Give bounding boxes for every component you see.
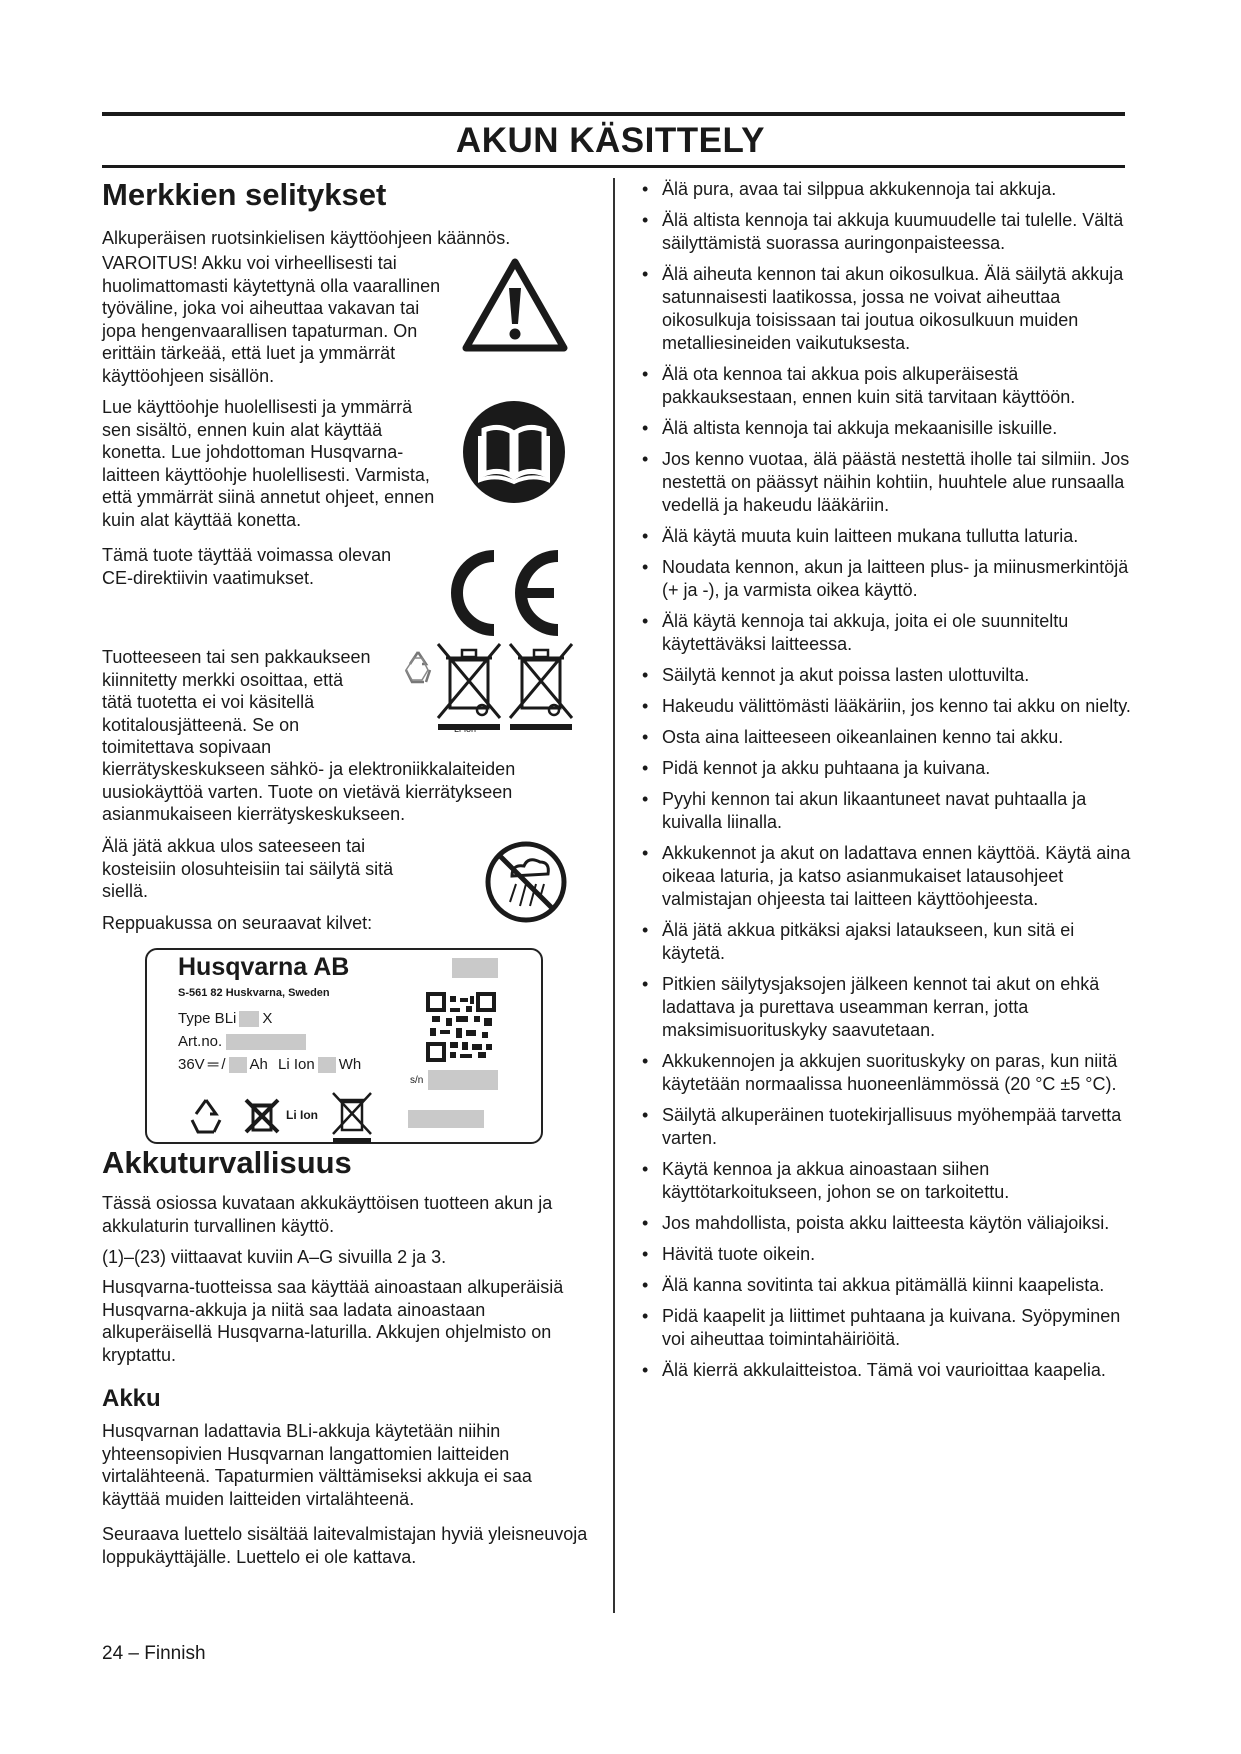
plate-recycle-icon	[186, 1096, 226, 1136]
paragraph-general-advice: Seuraava luettelo sisältää laitevalmistajan hyviä yleisneuvoja loppukäyttäjälle. Luettelo ei ole kattava.	[102, 1524, 588, 1567]
redacted-box	[428, 1070, 498, 1090]
redacted-box	[408, 1110, 484, 1128]
warning-triangle-icon	[462, 258, 568, 354]
bullet-item: • Älä käytä muuta kuin laitteen mukana tullutta laturia.	[632, 525, 1132, 548]
subsection-title-battery: Akku	[102, 1385, 161, 1412]
page-title: AKUN KÄSITTELY	[455, 121, 765, 160]
section-title-battery-safety: Akkuturvallisuus	[102, 1145, 352, 1180]
bullet-item: • Noudata kennon, akun ja laitteen plus- ja miinusmerkintöjä (+ ja -), ja varmista oikea käyttö.	[632, 556, 1132, 602]
bullet-item: • Älä altista kennoja tai akkuja kuumuudelle tai tulelle. Vältä säilyttämistä suorassa auringonpaisteessa.	[632, 209, 1132, 255]
header-rule-bottom	[102, 165, 1125, 168]
bullet-item: • Pyyhi kennon tai akun likaantuneet navat puhtaalla ja kuivalla liinalla.	[632, 788, 1132, 834]
bullet-item: • Älä altista kennoja tai akkuja mekaanisille iskuille.	[632, 417, 1132, 440]
bullet-item: • Säilytä kennot ja akut poissa lasten ulottuvilta.	[632, 664, 1132, 687]
bullet-item: • Älä aiheuta kennon tai akun oikosulkua. Älä säilytä akkuja satunnaisesti laatikossa, jossa ne voivat aiheuttaa oikosulkuja toisissaan tai joutua oikosulkuun muiden metalliesineiden vaikutuksesta.	[632, 263, 1132, 355]
header-rule-top	[102, 112, 1125, 116]
safety-bullet-list	[632, 178, 1132, 1390]
paragraph-weee-a: Tuotteeseen tai sen pakkaukseen kiinnitetty merkki osoittaa, että tätä tuotetta ei voi käsitellä kotitalousjätteenä. Se on toimitettava sopivaan	[102, 647, 371, 757]
bullet-item: • Hakeudu välittömästi lääkäriin, jos kenno tai akku on nielty.	[632, 695, 1132, 718]
bullet-item: • Pidä kennot ja akku puhtaana ja kuivana.	[632, 757, 1132, 780]
plate-artno-label: Art.no.	[178, 1033, 223, 1050]
bullet-item: • Älä jätä akkua pitkäksi ajaksi lataukseen, kun sitä ei käytetä.	[632, 919, 1132, 965]
paragraph-original-batteries: Husqvarna-tuotteissa saa käyttää ainoastaan alkuperäisiä Husqvarna-akkuja ja niitä saa ladata ainoastaan alkuperäisellä Husqvarna-laturilla. Akkujen ohjelmisto on kryptattu.	[102, 1277, 564, 1365]
redacted-box	[239, 1011, 259, 1027]
paragraph-ce: Tämä tuote täyttää voimassa olevan CE-direktiivin vaatimukset.	[102, 545, 392, 588]
plate-crossed-bin-icon-2	[330, 1090, 374, 1144]
plate-wh: Wh	[338, 1056, 362, 1073]
section-title-symbols: Merkkien selitykset	[102, 177, 387, 212]
redacted-box	[318, 1057, 336, 1073]
bullet-item: • Osta aina laitteeseen oikeanlainen kenno tai akku.	[632, 726, 1132, 749]
paragraph-original-translation: Alkuperäisen ruotsinkielisen käyttöohjeen käännös.	[102, 228, 511, 248]
paragraph-bli-batteries: Husqvarnan ladattavia BLi-akkuja käytetään niihin yhteensopivien Husqvarnan langattomien laitteiden virtalähteenä. Tapaturmien välttämiseksi akkuja ei saa käyttää muiden laitteiden virtalähteenä.	[102, 1421, 532, 1509]
paragraph-read-manual: Lue käyttöohje huolellisesti ja ymmärrä sen sisältö, ennen kuin alat käyttää konetta. Lue johdottoman Husqvarna-laitteen käyttöohje huolellisesti. Varmista, että ymmärrät siinä annetut ohjeet, ennen kuin alat käyttää konetta.	[102, 397, 435, 530]
bullet-item: • Älä ota kennoa tai akkua pois alkuperäisestä pakkauksestaan, ennen kuin sitä tarvitaan käyttöön.	[632, 363, 1132, 409]
bullet-item: • Akkukennojen ja akkujen suorituskyky on paras, kun niitä käytetään normaalissa huoneenlämmössä (20 °C ±5 °C).	[632, 1050, 1132, 1096]
redacted-box	[226, 1034, 306, 1050]
bullet-item: • Hävitä tuote oikein.	[632, 1243, 1132, 1266]
plate-brand: Husqvarna AB	[178, 953, 350, 981]
liion-small-label: Li-ion	[454, 724, 477, 734]
plate-ah: Ah	[249, 1056, 268, 1073]
crossed-bin-icon	[434, 640, 506, 732]
no-rain-icon	[484, 840, 568, 924]
paragraph-warning: VAROITUS! Akku voi virheellisesti tai huolimattomasti käytettynä olla vaarallinen työväline, joka voi aiheuttaa vakavan tai jopa hengenvaarallisen tapaturman. On erittäin tärkeää, että luet ja ymmärrät käyttöohjeen sisällön.	[102, 253, 441, 386]
plate-rating: 36V ═ / Ah Li Ion Wh	[178, 1056, 362, 1073]
bullet-item: • Säilytä alkuperäinen tuotekirjallisuus myöhempää tarvetta varten.	[632, 1104, 1132, 1150]
bullet-item: • Älä kierrä akkulaitteistoa. Tämä voi vaurioittaa kaapelia.	[632, 1359, 1132, 1382]
bullet-item: • Akkukennot ja akut on ladattava ennen käyttöä. Käytä aina oikeaa laturia, ja katso asianmukaiset latausohjeet valmistajan ohjeesta tai laitteen käyttöohjeesta.	[632, 842, 1132, 911]
plate-sn-label: s/n	[410, 1075, 424, 1086]
ce-mark-icon	[442, 548, 568, 638]
plate-volt-sep: /	[221, 1056, 226, 1073]
bullet-item: • Jos mahdollista, poista akku laitteesta käytön väliajoiksi.	[632, 1212, 1132, 1235]
paragraph-weee-b: kierrätyskeskukseen sähkö- ja elektroniikkalaiteiden uusiokäyttöä varten. Tuote on vietävä kierrätykseen asianmukaiseen kierrätyskeskukseen.	[102, 759, 516, 824]
page-number: 24 – Finnish	[102, 1643, 206, 1664]
plate-artno	[178, 1033, 306, 1050]
plate-address: S-561 82 Huskvarna, Sweden	[178, 987, 330, 999]
paragraph-figure-reference: (1)–(23) viittaavat kuviin A–G sivuilla 2 ja 3.	[102, 1247, 447, 1267]
redacted-box	[452, 958, 498, 978]
bullet-item: • Älä käytä kennoja tai akkuja, joita ei ole suunniteltu käytettäväksi laitteessa.	[632, 610, 1132, 656]
plate-type	[178, 1010, 272, 1027]
plate-volt: 36V	[178, 1056, 205, 1073]
read-manual-icon	[462, 400, 566, 504]
column-divider	[613, 178, 615, 1613]
recycle-icon	[400, 648, 436, 688]
paragraph-rain: Älä jätä akkua ulos sateeseen tai kosteisiin olosuhteisiin tai säilytä sitä siellä.	[102, 836, 394, 901]
bullet-item: • Pitkien säilytysjaksojen jälkeen kennot tai akut on ehkä ladattava ja purettava useamman kerran, jotta maksimisuorituskyky saavutetaan.	[632, 973, 1132, 1042]
qr-code-icon	[426, 992, 496, 1062]
bullet-item: • Jos kenno vuotaa, älä päästä nestettä iholle tai silmiin. Jos nestettä on päässyt näihin kohtiin, huuhtele alue runsaalla vedellä ja hakeudu lääkäriin.	[632, 448, 1132, 517]
plate-crossed-bin-icon	[244, 1096, 280, 1136]
bullet-item: • Käytä kennoa ja akkua ainoastaan siihen käyttötarkoitukseen, johon se on tarkoitettu.	[632, 1158, 1132, 1204]
bullet-item: • Pidä kaapelit ja liittimet puhtaana ja kuivana. Syöpyminen voi aiheuttaa toimintahäiriöitä.	[632, 1305, 1132, 1351]
plate-type-suffix: X	[262, 1010, 273, 1027]
bullet-item: • Älä kanna sovitinta tai akkua pitämällä kiinni kaapelista.	[632, 1274, 1132, 1297]
redacted-box	[229, 1057, 247, 1073]
plate-type-prefix: Type BLi	[178, 1010, 237, 1027]
crossed-bin-icon-2	[506, 640, 578, 732]
plate-liion-label: Li Ion	[286, 1108, 318, 1122]
bullet-item: • Älä pura, avaa tai silppua akkukennoja tai akkuja.	[632, 178, 1132, 201]
plate-chem: Li Ion	[278, 1056, 315, 1073]
paragraph-safety-intro: Tässä osiossa kuvataan akkukäyttöisen tuotteen akun ja akkulaturin turvallinen käyttö.	[102, 1193, 553, 1236]
paragraph-plates: Reppuakussa on seuraavat kilvet:	[102, 913, 373, 933]
